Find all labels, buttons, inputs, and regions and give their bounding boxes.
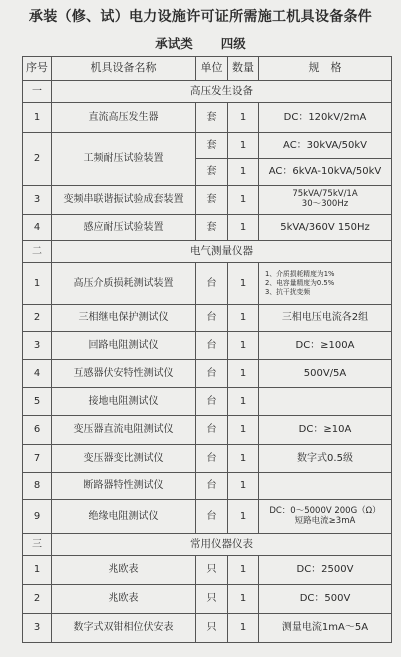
row-name: 接地电阻测试仪 xyxy=(52,388,196,416)
row-qty: 1 xyxy=(228,445,259,473)
section-no: 三 xyxy=(23,534,52,556)
table-row xyxy=(23,133,392,159)
row-no: 8 xyxy=(23,473,52,500)
row-unit: 台 xyxy=(196,305,228,332)
row-unit: 套 xyxy=(196,215,228,241)
row-no: 3 xyxy=(23,332,52,360)
row-spec: AC：30kVA/50kV xyxy=(259,133,392,159)
row-spec xyxy=(259,388,392,416)
table-row xyxy=(23,445,392,473)
row-qty: 1 xyxy=(228,614,259,643)
row-spec xyxy=(259,500,392,534)
row-name: 兆欧表 xyxy=(52,585,196,614)
row-no: 9 xyxy=(23,500,52,534)
row-name: 变压器直流电阻测试仪 xyxy=(52,416,196,445)
header-no: 序号 xyxy=(23,57,52,81)
row-qty: 1 xyxy=(228,585,259,614)
row-spec: 三相电压电流各2组 xyxy=(259,305,392,332)
table-row xyxy=(23,305,392,332)
row-no: 7 xyxy=(23,445,52,473)
row-qty: 1 xyxy=(228,263,259,305)
row-unit: 台 xyxy=(196,445,228,473)
row-unit: 台 xyxy=(196,388,228,416)
spec-line: 3、抗干扰变频 xyxy=(265,287,311,296)
row-no: 1 xyxy=(23,103,52,133)
row-no: 2 xyxy=(23,585,52,614)
row-spec xyxy=(259,473,392,500)
row-qty: 1 xyxy=(228,159,259,186)
row-qty: 1 xyxy=(228,473,259,500)
row-unit: 台 xyxy=(196,416,228,445)
row-qty: 1 xyxy=(228,556,259,585)
document-title: 承装（修、试）电力设施许可证所需施工机具设备条件 xyxy=(28,9,373,25)
row-unit: 只 xyxy=(196,585,228,614)
section-row xyxy=(23,241,392,263)
row-name: 直流高压发生器 xyxy=(52,103,196,133)
spec-line: 短路电流≥3mA xyxy=(294,515,356,526)
section-title: 电气测量仪器 xyxy=(52,241,392,263)
level-label: 四级 xyxy=(220,36,246,51)
section-row xyxy=(23,534,392,556)
row-unit: 台 xyxy=(196,263,228,305)
row-spec xyxy=(259,263,392,305)
row-unit: 套 xyxy=(196,103,228,133)
table-row xyxy=(23,388,392,416)
row-no: 6 xyxy=(23,416,52,445)
row-spec: DC：120kV/2mA xyxy=(259,103,392,133)
row-no: 3 xyxy=(23,614,52,643)
row-no: 1 xyxy=(23,263,52,305)
table-row xyxy=(23,360,392,388)
spec-line: 2、电容量精度为0.5% xyxy=(265,279,335,288)
equipment-table xyxy=(22,56,392,643)
section-title: 常用仪器仪表 xyxy=(52,534,392,556)
row-spec: DC：500V xyxy=(259,585,392,614)
document-subtitle xyxy=(0,34,401,52)
table-row xyxy=(23,416,392,445)
row-name: 回路电阻测试仪 xyxy=(52,332,196,360)
row-name: 三相继电保护测试仪 xyxy=(52,305,196,332)
row-no: 5 xyxy=(23,388,52,416)
row-qty: 1 xyxy=(228,332,259,360)
spec-line: DC：0～5000V 200G（Ω） xyxy=(269,505,381,516)
table-row xyxy=(23,614,392,643)
table-header-row xyxy=(23,57,392,81)
row-qty: 1 xyxy=(228,215,259,241)
header-qty: 数量 xyxy=(228,57,259,81)
section-no: 二 xyxy=(23,241,52,263)
row-qty: 1 xyxy=(228,103,259,133)
row-qty: 1 xyxy=(228,133,259,159)
table-row xyxy=(23,556,392,585)
row-spec: 数字式0.5级 xyxy=(259,445,392,473)
row-qty: 1 xyxy=(228,416,259,445)
table-row xyxy=(23,186,392,215)
header-name: 机具设备名称 xyxy=(52,57,196,81)
table-row xyxy=(23,585,392,614)
table-row xyxy=(23,215,392,241)
row-name: 断路器特性测试仪 xyxy=(52,473,196,500)
row-spec: 500V/5A xyxy=(259,360,392,388)
row-no: 4 xyxy=(23,360,52,388)
row-name: 互感器伏安特性测试仪 xyxy=(52,360,196,388)
table-row xyxy=(23,332,392,360)
row-spec: DC：≥10A xyxy=(259,416,392,445)
row-qty: 1 xyxy=(228,360,259,388)
row-name: 工频耐压试验装置 xyxy=(52,133,196,186)
row-name: 变频串联谐振试验成套装置 xyxy=(52,186,196,215)
row-name: 绝缘电阻测试仪 xyxy=(52,500,196,534)
row-qty: 1 xyxy=(228,388,259,416)
row-no: 4 xyxy=(23,215,52,241)
section-row xyxy=(23,81,392,103)
row-qty: 1 xyxy=(228,500,259,534)
row-spec xyxy=(259,186,392,215)
category-label: 承试类 xyxy=(155,36,193,51)
row-no: 2 xyxy=(23,133,52,186)
row-name: 高压介质损耗测试装置 xyxy=(52,263,196,305)
spec-line: 30～300Hz xyxy=(301,199,349,209)
table-row xyxy=(23,500,392,534)
header-spec: 规 格 xyxy=(259,57,392,81)
row-name: 变压器变比测试仪 xyxy=(52,445,196,473)
row-spec: 测量电流1mA～5A xyxy=(259,614,392,643)
row-name: 感应耐压试验装置 xyxy=(52,215,196,241)
row-unit: 套 xyxy=(196,159,228,186)
section-title: 高压发生设备 xyxy=(52,81,392,103)
row-unit: 台 xyxy=(196,332,228,360)
row-no: 2 xyxy=(23,305,52,332)
row-qty: 1 xyxy=(228,186,259,215)
row-spec: AC：6kVA-10kVA/50kV xyxy=(259,159,392,186)
row-unit: 只 xyxy=(196,614,228,643)
row-unit: 套 xyxy=(196,186,228,215)
section-no: 一 xyxy=(23,81,52,103)
row-unit: 只 xyxy=(196,556,228,585)
table-row xyxy=(23,103,392,133)
row-no: 3 xyxy=(23,186,52,215)
row-name: 数字式双钳相位伏安表 xyxy=(52,614,196,643)
row-spec: DC：2500V xyxy=(259,556,392,585)
row-no: 1 xyxy=(23,556,52,585)
row-unit: 台 xyxy=(196,360,228,388)
table-row xyxy=(23,263,392,305)
row-name: 兆欧表 xyxy=(52,556,196,585)
row-qty: 1 xyxy=(228,305,259,332)
row-spec: DC：≥100A xyxy=(259,332,392,360)
header-unit: 单位 xyxy=(196,57,228,81)
spec-line: 75kVA/75kV/1A xyxy=(292,189,358,200)
spec-line: 1、介质损耗精度为1% xyxy=(265,270,335,279)
row-unit: 台 xyxy=(196,473,228,500)
row-unit: 台 xyxy=(196,500,228,534)
row-spec: 5kVA/360V 150Hz xyxy=(259,215,392,241)
row-unit: 套 xyxy=(196,133,228,159)
table-row xyxy=(23,473,392,500)
